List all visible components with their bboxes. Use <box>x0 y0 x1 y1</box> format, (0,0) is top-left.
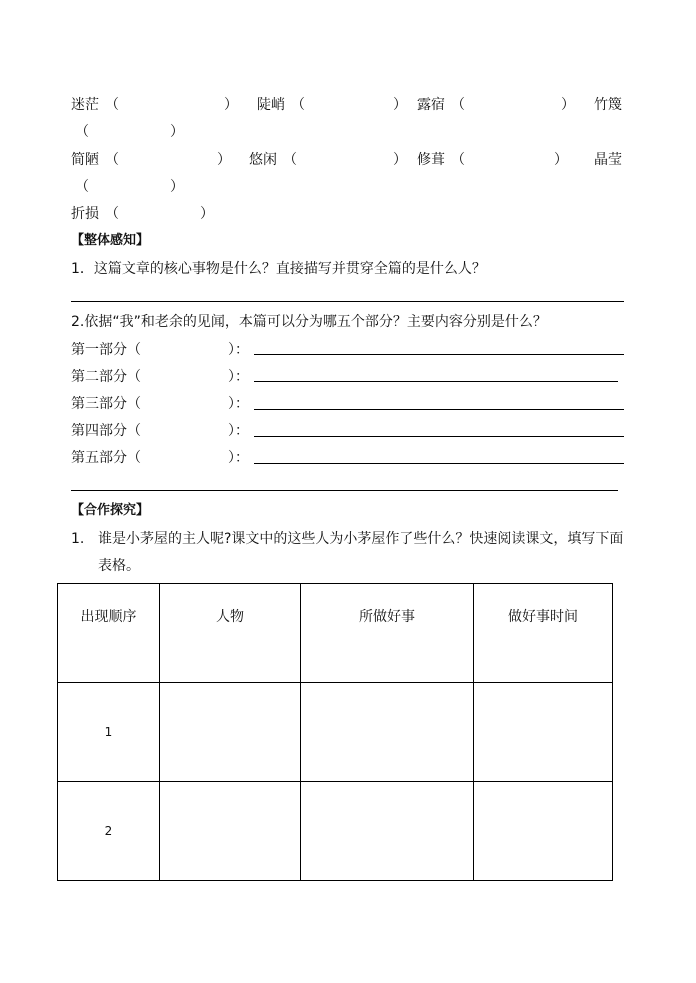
vocab-paren-open: （ <box>291 97 305 113</box>
table-cell[interactable] <box>160 782 301 881</box>
table-cell[interactable] <box>160 683 301 782</box>
part-answer-line-5[interactable] <box>254 463 624 464</box>
people-table <box>57 583 613 881</box>
part-label-3: 第三部分（ <box>71 396 141 412</box>
vocab-word-6: 悠闲 <box>249 152 277 168</box>
vocab-paren-open: （ <box>105 206 119 222</box>
vocab-paren-open: （ <box>75 124 89 140</box>
vocab-word-2: 陡峭 <box>257 97 285 113</box>
part-close-5: ）： <box>228 450 249 466</box>
vocab-paren-close: ） <box>561 97 575 113</box>
explore-question-number: 1. <box>71 531 85 547</box>
vocab-word-1: 迷茫 <box>71 97 99 113</box>
vocab-paren-open: （ <box>451 97 465 113</box>
table-header-cell: 做好事时间 <box>474 584 613 683</box>
explore-question-line-1: 谁是小茅屋的主人呢?课文中的这些人为小茅屋作了些什么？快速阅读课文，填写下面 <box>98 531 624 547</box>
table-cell-order: 1 <box>58 683 160 782</box>
vocab-paren-open: （ <box>75 179 89 195</box>
table-header-cell: 出现顺序 <box>58 584 160 683</box>
part-answer-line-2[interactable] <box>254 381 618 382</box>
vocab-word-9: 折损 <box>71 206 99 222</box>
vocab-word-7: 修葺 <box>417 152 445 168</box>
part-close-4: ）： <box>228 423 249 439</box>
question-2: 2.依据“我”和老余的见闻，本篇可以分为哪五个部分？主要内容分别是什么？ <box>71 314 547 330</box>
vocab-paren-open: （ <box>451 152 465 168</box>
part-answer-line-4[interactable] <box>254 436 624 437</box>
part-label-4: 第四部分（ <box>71 423 141 439</box>
part-label-5: 第五部分（ <box>71 450 141 466</box>
vocab-paren-close: ） <box>393 152 407 168</box>
table-header-row <box>58 584 613 683</box>
vocab-paren-close: ） <box>224 97 238 113</box>
part-label-1: 第一部分（ <box>71 342 141 358</box>
part-close-3: ）： <box>228 396 249 412</box>
part-answer-line-1[interactable] <box>254 354 624 355</box>
answer-line[interactable] <box>71 301 624 302</box>
vocab-word-5: 简陋 <box>71 152 99 168</box>
table-cell-order: 2 <box>58 782 160 881</box>
vocab-paren-open: （ <box>105 152 119 168</box>
part-answer-line-3[interactable] <box>254 409 624 410</box>
vocab-word-8: 晶莹 <box>594 152 622 168</box>
part-close-1: ）： <box>228 342 249 358</box>
vocab-word-4: 竹篾 <box>594 97 622 113</box>
vocab-paren-close: ） <box>217 152 231 168</box>
explore-question-line-2: 表格。 <box>98 558 140 574</box>
table-cell[interactable] <box>474 782 613 881</box>
table-header-cell: 人物 <box>160 584 301 683</box>
answer-line[interactable] <box>71 490 618 491</box>
vocab-paren-close: ） <box>170 124 184 140</box>
table-cell[interactable] <box>301 683 474 782</box>
question-1: 1．这篇文章的核心事物是什么？直接描写并贯穿全篇的是什么人？ <box>71 261 486 277</box>
vocab-word-3: 露宿 <box>417 97 445 113</box>
table-header-cell: 所做好事 <box>301 584 474 683</box>
part-label-2: 第二部分（ <box>71 369 141 385</box>
vocab-paren-close: ） <box>554 152 568 168</box>
vocab-paren-close: ） <box>200 206 214 222</box>
table-row <box>58 683 613 782</box>
vocab-paren-open: （ <box>283 152 297 168</box>
table-cell[interactable] <box>301 782 474 881</box>
section-heading-overall: 【整体感知】 <box>71 233 150 248</box>
section-heading-explore: 【合作探究】 <box>71 503 150 518</box>
table-row <box>58 782 613 881</box>
vocab-paren-close: ） <box>170 179 184 195</box>
part-close-2: ）： <box>228 369 249 385</box>
table-cell[interactable] <box>474 683 613 782</box>
vocab-paren-close: ） <box>393 97 407 113</box>
vocab-paren-open: （ <box>105 97 119 113</box>
